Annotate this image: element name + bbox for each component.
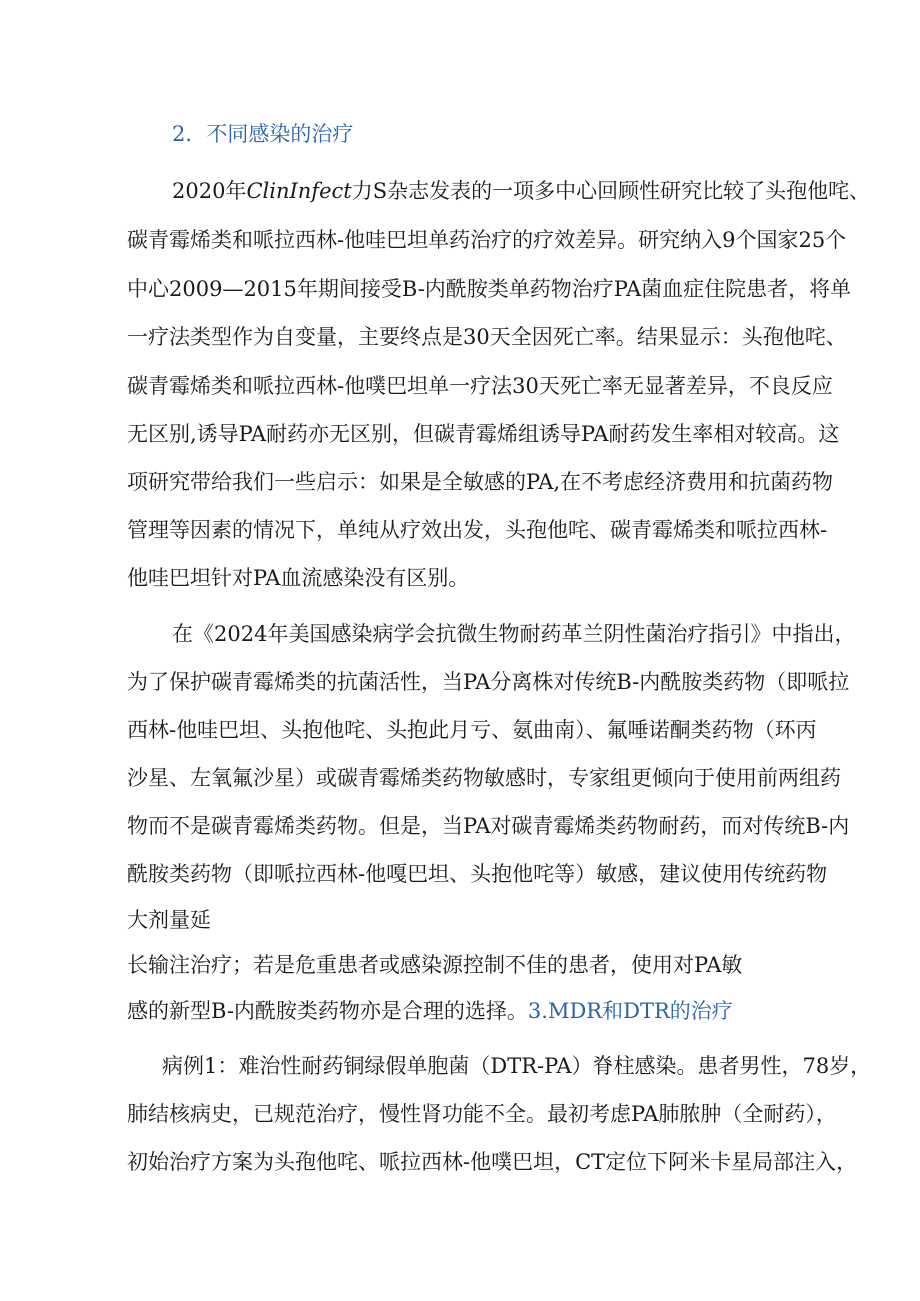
section-heading-3: 3.MDR和DTR的治疗 xyxy=(527,999,733,1023)
section-heading-2: 2．不同感染的治疗 xyxy=(172,122,354,146)
paragraph-line: 酰胺类药物（即哌拉西林-他嘎巴坦、头抱他咤等）敏感，建议使用传统药物 xyxy=(127,862,828,886)
paragraph-line: 病例1：难治性耐药铜绿假单胞菌（DTR-PA）脊柱感染。患者男性，78岁， xyxy=(162,1054,872,1078)
paragraph-line: 肺结核病史，已规范治疗，慢性肾功能不全。最初考虑PA肺脓肿（全耐药）， xyxy=(127,1102,837,1126)
paragraph-line: 项研究带给我们一些启示：如果是全敏感的PA,在不考虑经济费用和抗菌药物 xyxy=(127,470,834,494)
paragraph-line: 碳青霉烯类和哌拉西林-他哇巴坦单药治疗的疗效差异。研究纳入9个国家25个 xyxy=(127,228,847,252)
paragraph-line: 初始治疗方案为头孢他咤、哌拉西林-他噗巴坦，CT定位下阿米卡星局部注入， xyxy=(127,1150,858,1174)
paragraph-line: 西林-他哇巴坦、头抱他咤、头抱此月亏、氨曲南）、氟唾诺酮类药物（环丙 xyxy=(127,718,817,742)
paragraph-line: 大剂量延 xyxy=(127,908,211,932)
paragraph-line: 沙星、左氧氟沙星）或碳青霉烯类药物敏感时，专家组更倾向于使用前两组药 xyxy=(127,766,841,790)
text-run: 感的新型B-内酰胺类药物亦是合理的选择。 xyxy=(127,999,528,1023)
paragraph-line: 长输注治疗；若是危重患者或感染源控制不佳的患者，使用对PA敏 xyxy=(127,953,743,977)
paragraph-line xyxy=(127,997,733,1025)
text-run: 力S杂志发表的一项多中心回顾性研究比较了头孢他咤、 xyxy=(351,179,871,203)
paragraph-line: 他哇巴坦针对PA血流感染没有区别。 xyxy=(127,566,470,590)
paragraph-line: 中心2009—2015年期间接受B-内酰胺类单药物治疗PA菌血症住院患者，将单 xyxy=(127,277,852,301)
journal-name: ClinInfect xyxy=(246,179,352,203)
paragraph-line: 物而不是碳青霉烯类药物。但是，当PA对碳青霉烯类药物耐药，而对传统B-内 xyxy=(127,814,850,838)
paragraph-line: 碳青霉烯类和哌拉西林-他噗巴坦单一疗法30天死亡率无显著差异，不良反应 xyxy=(127,374,833,398)
paragraph-line: 无区别,诱导PA耐药亦无区别，但碳青霉烯组诱导PA耐药发生率相对较高。这 xyxy=(127,422,840,446)
paragraph-line: 在《2024年美国感染病学会抗微生物耐药革兰阴性菌治疗指引》中指出， xyxy=(172,622,856,646)
paragraph-line: 一疗法类型作为自变量，主要终点是30天全因死亡率。结果显示：头孢他咤、 xyxy=(127,325,847,349)
paragraph-line xyxy=(172,177,870,205)
text-run: 2020年 xyxy=(172,179,247,203)
paragraph-line: 为了保护碳青霉烯类的抗菌活性，当PA分离株对传统B-内酰胺类药物（即哌拉 xyxy=(127,670,850,694)
paragraph-line: 管理等因素的情况下，单纯从疗效出发，头孢他咤、碳青霉烯类和哌拉西林- xyxy=(127,518,828,542)
